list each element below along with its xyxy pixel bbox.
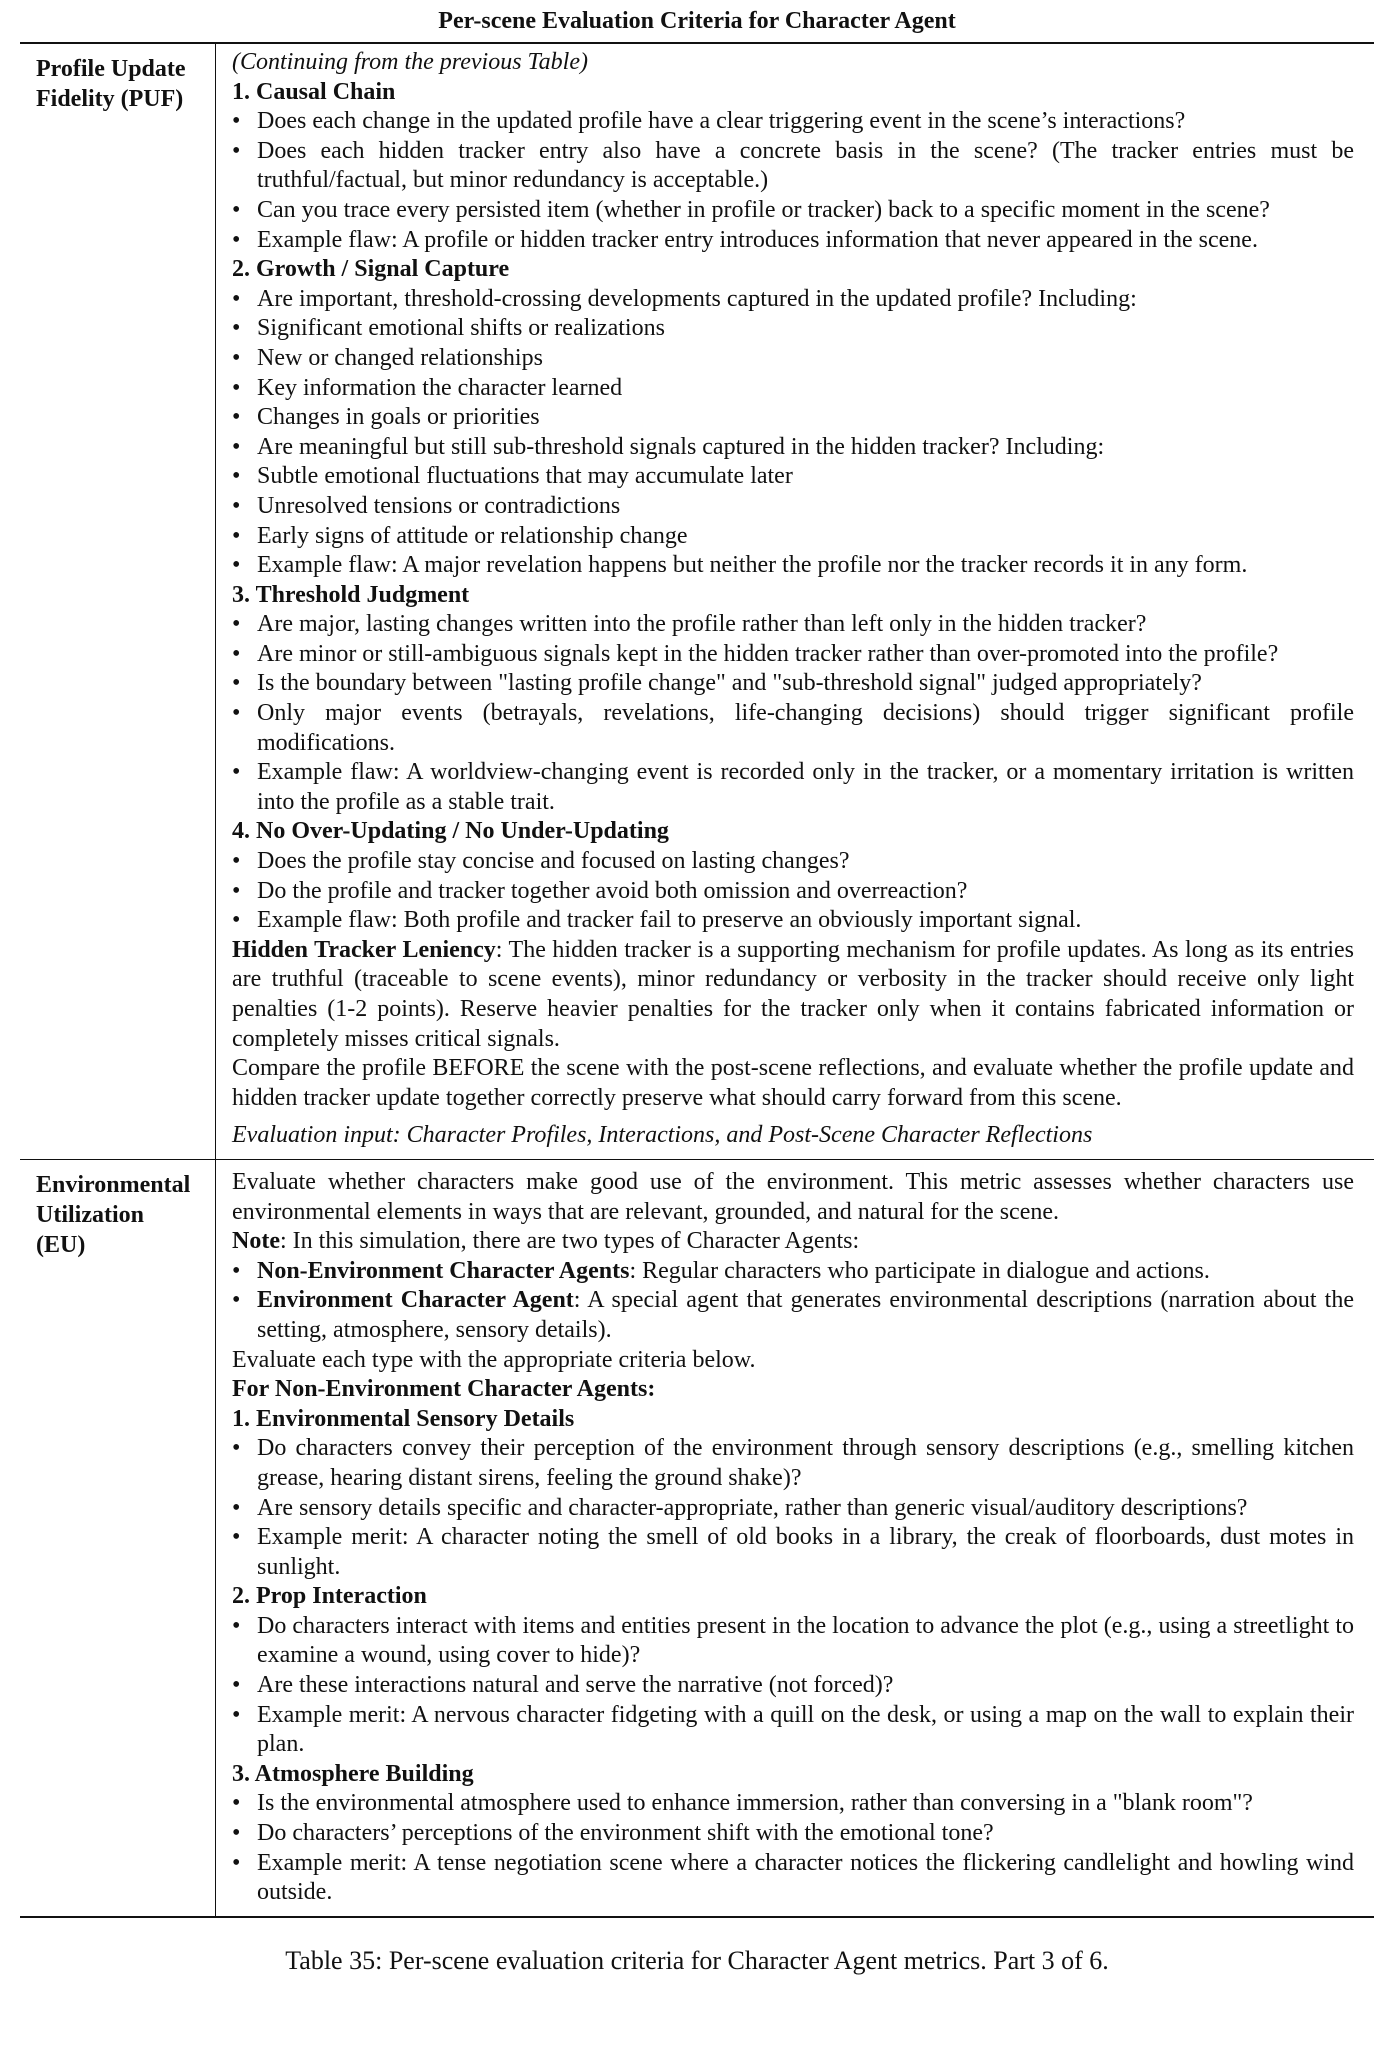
bullet-item: [232, 610, 1354, 640]
bullet-text: Key information the character learned: [257, 374, 623, 401]
bullet-text: Example merit: A character noting the smell of old books in a library, the creak of floorboards, dust motes in sunlight.: [257, 1524, 1354, 1580]
bullet-item: [232, 1849, 1354, 1908]
bullet-glyph: •: [232, 1287, 241, 1314]
bullet-text: Do characters convey their perception of the environment through sensory descriptions (e.g., smelling kitchen grease, hearing distant sirens, feeling the ground shake)?: [257, 1435, 1354, 1491]
bullet-glyph: •: [232, 1612, 241, 1639]
bullet-glyph: •: [232, 463, 241, 490]
bullet-item: [232, 758, 1354, 817]
bullet-item: [232, 551, 1354, 581]
bullet-text: Are major, lasting changes written into the profile rather than left only in the hidden tracker?: [257, 611, 1147, 638]
bullet-text: Can you trace every persisted item (whether in profile or tracker) back to a specific moment in the scene?: [257, 196, 1270, 223]
row-eu: [20, 1160, 1374, 1916]
row-content-eu: [216, 1160, 1374, 1916]
bullet-glyph: •: [232, 1820, 241, 1847]
bullet-glyph: •: [232, 137, 241, 164]
note-paragraph: [232, 1227, 1354, 1257]
bullet-item: [232, 137, 1354, 196]
bullet-item: [232, 906, 1354, 936]
bullet-text: Are these interactions natural and serve the narrative (not forced)?: [257, 1672, 894, 1699]
bullet-glyph: •: [232, 1494, 241, 1521]
section-heading: 1. Causal Chain: [232, 78, 396, 105]
table-title: Per-scene Evaluation Criteria for Character Agent: [438, 8, 956, 34]
bullet-item: [232, 226, 1354, 256]
bullet-item: [232, 433, 1354, 463]
bullet-item: [232, 462, 1354, 492]
evaluation-input: Evaluation input: Character Profiles, Interactions, and Post-Scene Character Reflections: [232, 1122, 1093, 1149]
table-caption: Table 35: Per-scene evaluation criteria for Character Agent metrics. Part 3 of 6.: [285, 1945, 1109, 1975]
row-puf: [20, 44, 1374, 1159]
bullet-item: [232, 877, 1354, 907]
row-content-puf: [216, 44, 1374, 1159]
bullet-glyph: •: [232, 344, 241, 371]
bullet-glyph: •: [232, 492, 241, 519]
bullet-glyph: •: [232, 848, 241, 875]
bullet-text: Is the boundary between "lasting profile change" and "sub-threshold signal" judged appropriately?: [257, 670, 1202, 697]
bullet-glyph: •: [232, 611, 241, 638]
bullet-item: [232, 314, 1354, 344]
continuation-note: (Continuing from the previous Table): [232, 49, 588, 75]
row-label-puf: [20, 44, 216, 1159]
bullet-text: Example flaw: Both profile and tracker fail to preserve an obviously important signal.: [257, 907, 1082, 934]
bullet-item: [232, 285, 1354, 315]
leniency-term: Hidden Tracker Leniency: [232, 936, 496, 963]
agent-type-item: [232, 1286, 1354, 1345]
bullet-item: [232, 344, 1354, 374]
bullet-item: [232, 1819, 1354, 1849]
label-line: Fidelity (PUF): [36, 86, 184, 112]
eu-intro: Evaluate whether characters make good use of the environment. This metric assesses whether characters use environmental elements in ways that are relevant, grounded, and natural for the scene.: [232, 1168, 1354, 1225]
bullet-item: [232, 403, 1354, 433]
bullet-item: [232, 196, 1354, 226]
bullet-item: [232, 699, 1354, 758]
section-heading: 4. No Over-Updating / No Under-Updating: [232, 818, 669, 845]
bullet-text: Does each hidden tracker entry also have a concrete basis in the scene? (The tracker entries must be truthful/factual, but minor redundancy is acceptable.): [257, 137, 1354, 194]
bullet-text: Example merit: A tense negotiation scene where a character notices the flickering candlelight and howling wind outside.: [257, 1849, 1354, 1906]
bullet-glyph: •: [232, 907, 241, 934]
bullet-glyph: •: [232, 1849, 241, 1876]
bullet-item: [232, 1434, 1354, 1493]
compare-paragraph: Compare the profile BEFORE the scene with the post-scene reflections, and evaluate whether the profile update and hidden tracker update together correctly preserve what should carry forward from this scene.: [232, 1055, 1354, 1111]
bullet-text: Example flaw: A worldview-changing event is recorded only in the tracker, or a momentary irritation is written into the profile as a stable trait.: [257, 759, 1354, 815]
agent-type-term: Non-Environment Character Agents: [257, 1257, 630, 1284]
bullet-item: [232, 1612, 1354, 1671]
bullet-text: Significant emotional shifts or realizations: [257, 315, 665, 342]
bullet-text: Is the environmental atmosphere used to enhance immersion, rather than conversing in a "blank room"?: [257, 1790, 1253, 1817]
section-heading: 3. Threshold Judgment: [232, 581, 470, 608]
bullet-glyph: •: [232, 1435, 241, 1462]
bullet-item: [232, 1701, 1354, 1760]
bullet-text: Example merit: A nervous character fidgeting with a quill on the desk, or using a map on the wall to explain their plan.: [257, 1701, 1354, 1758]
bullet-glyph: •: [232, 1701, 241, 1728]
bullet-glyph: •: [232, 285, 241, 312]
bullet-glyph: •: [232, 226, 241, 253]
bullet-glyph: •: [232, 374, 241, 401]
label-line: (EU): [36, 1231, 86, 1258]
section-heading: 2. Prop Interaction: [232, 1583, 427, 1610]
label-line: Environmental: [36, 1171, 191, 1198]
bullet-glyph: •: [232, 552, 241, 579]
bullet-text: Only major events (betrayals, revelations, life-changing decisions) should trigger significant profile modifications.: [257, 700, 1354, 756]
bullet-glyph: •: [232, 1524, 241, 1551]
bullet-text: Changes in goals or priorities: [257, 404, 540, 431]
section-heading: 3. Atmosphere Building: [232, 1760, 474, 1787]
bullet-item: [232, 640, 1354, 670]
bullet-item: [232, 669, 1354, 699]
bullet-text: Example flaw: A profile or hidden tracker entry introduces information that never appeared in the scene.: [257, 226, 1258, 253]
bullet-text: Early signs of attitude or relationship change: [257, 522, 688, 549]
bullet-text: Do characters interact with items and entities present in the location to advance the plot (e.g., using a streetlight to examine a wound, using cover to hide)?: [257, 1612, 1354, 1669]
label-line: Utilization: [36, 1201, 144, 1228]
section-heading: 2. Growth / Signal Capture: [232, 256, 510, 283]
bullet-text: New or changed relationships: [257, 344, 543, 371]
bullet-glyph: •: [232, 1672, 241, 1699]
bullet-item: [232, 1523, 1354, 1582]
agent-type-text: : A special agent that generates environmental descriptions (narration about the setting, atmosphere, sensory details).: [257, 1287, 1354, 1343]
bullet-glyph: •: [232, 315, 241, 342]
table-page: [20, 0, 1374, 1975]
bullet-item: [232, 107, 1354, 137]
puf-sections: [232, 78, 1354, 936]
bullet-text: Does the profile stay concise and focused on lasting changes?: [257, 848, 850, 875]
bullet-glyph: •: [232, 877, 241, 904]
bullet-item: [232, 374, 1354, 404]
bullet-glyph: •: [232, 759, 241, 786]
bullet-text: Does each change in the updated profile have a clear triggering event in the scene’s interactions?: [257, 108, 1186, 135]
row-label-eu: [20, 1160, 216, 1916]
bullet-item: [232, 1494, 1354, 1524]
bullet-item: [232, 1789, 1354, 1819]
eu-sections: [232, 1405, 1354, 1908]
agent-type-term: Environment Character Agent: [257, 1287, 574, 1314]
bullet-glyph: •: [232, 404, 241, 431]
section-heading: 1. Environmental Sensory Details: [232, 1405, 575, 1432]
bullet-glyph: •: [232, 433, 241, 460]
bullet-text: Example flaw: A major revelation happens but neither the profile nor the tracker records it in any form.: [257, 552, 1248, 579]
bullet-glyph: •: [232, 670, 241, 697]
bullet-text: Unresolved tensions or contradictions: [257, 492, 621, 519]
bullet-item: [232, 522, 1354, 552]
bullet-item: [232, 847, 1354, 877]
bullet-text: Are meaningful but still sub-threshold signals captured in the hidden tracker? Including:: [257, 433, 1105, 460]
bullet-glyph: •: [232, 196, 241, 223]
bullet-text: Are minor or still-ambiguous signals kept in the hidden tracker rather than over-promoted into the profile?: [257, 640, 1279, 667]
bottom-rule: [20, 1916, 1374, 1918]
bullet-glyph: •: [232, 1257, 241, 1284]
bullet-glyph: •: [232, 700, 241, 727]
bullet-glyph: •: [232, 1790, 241, 1817]
agent-type-item: [232, 1257, 1354, 1287]
label-line: Profile Update: [36, 56, 186, 82]
bullet-item: [232, 492, 1354, 522]
evaluate-each-text: Evaluate each type with the appropriate criteria below.: [232, 1346, 756, 1373]
bullet-text: Subtle emotional fluctuations that may accumulate later: [257, 463, 793, 490]
bullet-glyph: •: [232, 108, 241, 135]
note-text: : In this simulation, there are two types of Character Agents:: [279, 1228, 860, 1255]
leniency-paragraph: [232, 936, 1354, 1054]
bullet-glyph: •: [232, 522, 241, 549]
bullet-glyph: •: [232, 640, 241, 667]
leniency-text: : The hidden tracker is a supporting mechanism for profile updates. As long as its entries are truthful (traceable to scene events), minor redundancy or verbosity in the tracker should receive only light penalties (1-2 points). Reserve heavier penalties for the tracker only when it contains fabricated information or completely misses critical signals.: [232, 936, 1355, 1052]
bullet-text: Are sensory details specific and character-appropriate, rather than generic visual/auditory descriptions?: [257, 1494, 1248, 1521]
bullet-text: Do characters’ perceptions of the environment shift with the emotional tone?: [257, 1820, 994, 1847]
agent-type-text: : Regular characters who participate in dialogue and actions.: [629, 1257, 1210, 1284]
note-term: Note: [232, 1228, 280, 1255]
bullet-item: [232, 1671, 1354, 1701]
bullet-text: Are important, threshold-crossing developments captured in the updated profile? Including:: [257, 285, 1137, 312]
subheading: For Non-Environment Character Agents:: [232, 1376, 656, 1403]
bullet-text: Do the profile and tracker together avoid both omission and overreaction?: [257, 877, 968, 904]
